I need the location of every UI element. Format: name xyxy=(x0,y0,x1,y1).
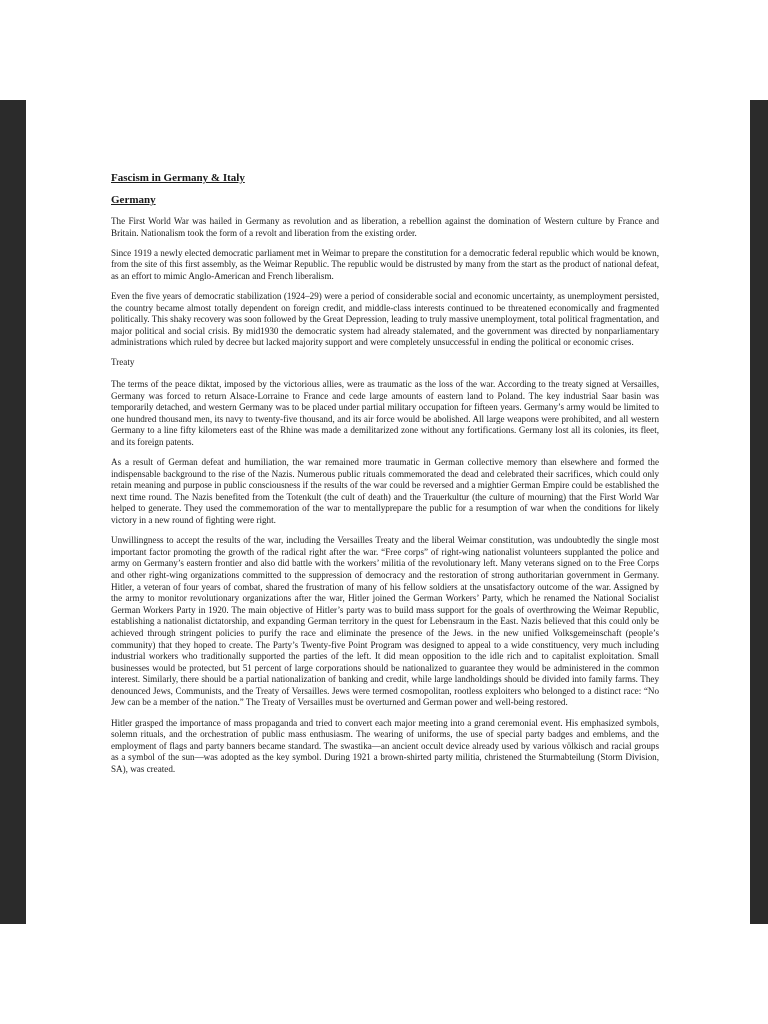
paragraph: As a result of German defeat and humiliation, the war remained more traumatic in German collective memory than elsewhere and formed the indispensable background to the rise of the Nazis. Numerous public rituals commemorated the dead and celebrated their sacrifices, which could only retain meaning and purpose in public consciousness if the results of the war could be reversed and a mightier German Empire could be established the next time round. The Nazis benefited from the Totenkult (the cult of death) and the Trauerkultur (the culture of mourning) that the First World War helped to generate. They used the commemoration of the war to mentallyprepare the public for a resumption of war when the conditions for likely victory in a new round of fighting were right. xyxy=(111,457,659,526)
paragraph: Unwillingness to accept the results of the war, including the Versailles Treaty and the liberal Weimar constitution, was undoubtedly the single most important factor promoting the growth of the radical right after the war. “Free corps” of right-wing nationalist volunteers supplanted the police and army on Germany’s eastern frontier and also did battle with the workers’ militia of the revolutionary left. Many veterans signed on to the Free Corps and other right-wing organizations committed to the suppression of democracy and the restoration of strong authoritarian government in Germany. Hitler, a veteran of four years of combat, shared the frustration of many of his fellow soldiers at the unsatisfactory outcome of the war. Assigned by the army to monitor revolutionary organizations after the war, Hitler joined the German Workers’ Party, which he renamed the National Socialist German Workers Party in 1920. The main objective of Hitler’s party was to build mass support for the goals of overthrowing the Weimar Republic, establishing a nationalist dictatorship, and expanding German territory in the quest for Lebensraum in the East. Nazis believed that this could only be achieved through stringent policies to purify the race and eliminate the presence of the Jews. in the new unified Volksgemeinschaft (people’s community) that they hoped to create. The Party’s Twenty-five Point Program was designed to appeal to a wide constituency, very much including industrial workers who traditionally supported the parties of the left. It did mean opposition to the idle rich and to capitalist exploitation. Small businesses would be protected, but 51 percent of large corporations should be nationalized to guarantee they would be administered in the common interest. Similarly, there should be a partial nationalization of banking and credit, while large landholdings should be divided into family farms. They denounced Jews, Communists, and the Treaty of Versailles. Jews were termed cosmopolitan, rootless exploiters who belonged to a distinct race: “No Jew can be a member of the nation.” The Treaty of Versailles must be overturned and German power and well-being restored. xyxy=(111,535,659,708)
paragraph: Hitler grasped the importance of mass propaganda and tried to convert each major meeting into a grand ceremonial event. His emphasized symbols, solemn rituals, and the orchestration of public mass enthusiasm. The wearing of uniforms, the use of special party badges and emblems, and the employment of flags and party banners became standard. The swastika—an ancient occult device already used by various völkisch and racial groups as a symbol of the sun—was adopted as the key symbol. During 1921 a brown-shirted party militia, christened the Sturmabteilung (Storm Division, SA), was created. xyxy=(111,717,659,774)
document-title: Fascism in Germany & Italy xyxy=(111,172,245,184)
viewer-left-bar xyxy=(0,100,26,924)
subheading: Treaty xyxy=(111,357,135,368)
section-heading: Germany xyxy=(111,194,156,206)
paragraph: Even the five years of democratic stabilization (1924–29) were a period of considerable social and economic uncertainty, as unemployment persisted, the country became almost totally dependent on foreign credit, and middle-class interests continued to be threatened economically and fragmented politically. This shaky recovery was soon followed by the Great Depression, leading to truly massive unemployment, total political fragmentation, and major political and social crisis. By mid1930 the democratic system had already stalemated, and the government was directed by nonparliamentary administrations which ruled by decree but lacked majority support and were completely unsuccessful in ending the political or economic crises. xyxy=(111,290,659,348)
viewer-right-bar xyxy=(750,100,768,924)
paragraph: Since 1919 a newly elected democratic parliament met in Weimar to prepare the constitution for a democratic federal republic which would be known, from the site of this first assembly, as the Weimar Republic. The republic would be distrusted by many from the start as the product of national defeat, as an effort to mimic Anglo-American and French liberalism. xyxy=(111,247,659,281)
document-page xyxy=(111,172,659,784)
paragraph: The First World War was hailed in Germany as revolution and as liberation, a rebellion against the domination of Western culture by France and Britain. Nationalism took the form of a revolt and liberation from the existing order. xyxy=(111,216,659,238)
paragraph: The terms of the peace diktat, imposed by the victorious allies, were as traumatic as the loss of the war. According to the treaty signed at Versailles, Germany was forced to return Alsace-Lorraine to France and cede large amounts of eastern land to Poland. The key industrial Saar basin was temporarily detached, and western Germany was to be placed under partial military occupation for fifteen years. Germany’s army would be limited to one hundred thousand men, its navy to twenty-five thousand, and its air force would be abolished. All large weapons were prohibited, and all western Germany to a line fifty kilometers east of the Rhine was made a demilitarized zone without any fortifications. Germany lost all its colonies, its fleet, and its foreign patents. xyxy=(111,379,659,447)
